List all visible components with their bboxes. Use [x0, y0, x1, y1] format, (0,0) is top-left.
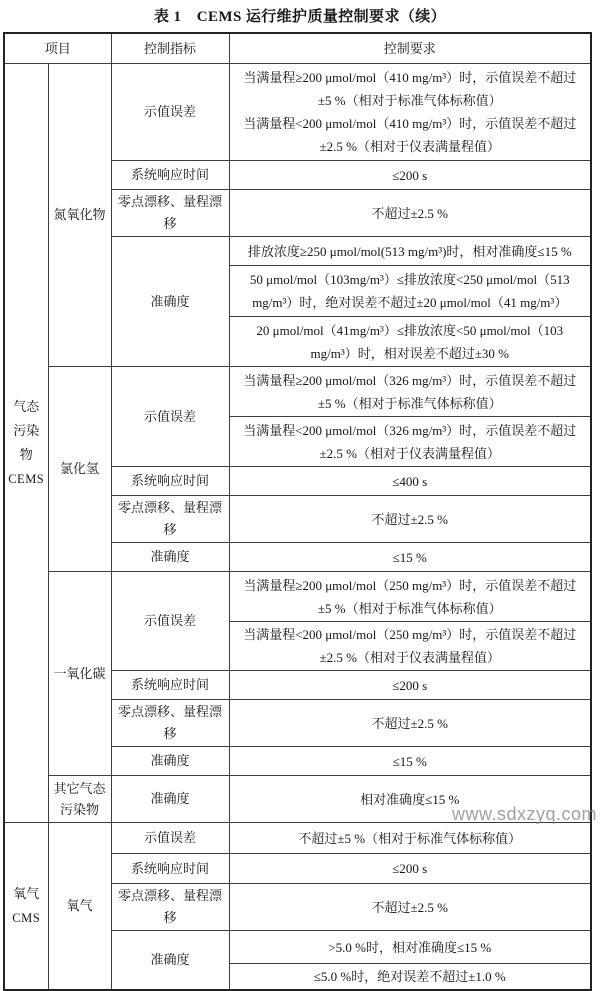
pollutant-nox: 氮氧化物 [48, 64, 111, 367]
co-accuracy-req: ≤15 % [229, 747, 591, 776]
nox-accuracy-req-2: 50 μmol/mol（103mg/m³）≤排放浓度<250 μmol/mol（513 mg/m³）时，绝对误差不超过±20 μmol/mol（41 mg/m³） [229, 266, 591, 317]
project-oxygen-line: CMS [12, 911, 41, 925]
o2-response-time-label: 系统响应时间 [111, 854, 229, 884]
project-gaseous-line: CEMS [8, 472, 45, 486]
co-indication-error-req-1: 当满量程≥200 μmol/mol（250 mg/m³）时，示值误差不超过±5 %（相对于标准气体标称值） [229, 572, 591, 622]
pollutant-oxygen: 氧气 [48, 823, 111, 991]
project-gaseous-line: 污染 [13, 423, 40, 438]
co-response-time-req: ≤200 s [229, 671, 591, 700]
hcl-indication-error-req-2: 当满量程<200 μmol/mol（326 mg/m³）时，示值误差不超过±2.5 %（相对于仪表满量程值） [229, 417, 591, 467]
nox-accuracy-req-1: 排放浓度≥250 μmol/mol(513 mg/m³)时，相对准确度≤15 % [229, 237, 591, 266]
project-oxygen-line: 氧气 [13, 886, 40, 901]
other-accuracy-req: 相对准确度≤15 % [229, 776, 591, 823]
project-gaseous-line: 气态 [13, 399, 40, 414]
other-accuracy-label: 准确度 [111, 776, 229, 823]
co-drift-req: 不超过±2.5 % [229, 700, 591, 747]
co-indication-error-req-2: 当满量程<200 μmol/mol（250 mg/m³）时，示值误差不超过±2.5 %（相对于仪表满量程值） [229, 622, 591, 671]
nox-drift-req: 不超过±2.5 % [229, 190, 591, 237]
nox-drift-label: 零点漂移、量程漂移 [111, 190, 229, 237]
o2-drift-req: 不超过±2.5 % [229, 884, 591, 931]
cems-quality-control-table [3, 32, 592, 991]
co-response-time-label: 系统响应时间 [111, 671, 229, 700]
o2-accuracy-req-1: >5.0 %时，相对准确度≤15 % [229, 931, 591, 964]
pollutant-co: 一氧化碳 [48, 572, 111, 776]
co-accuracy-label: 准确度 [111, 747, 229, 776]
header-indicator: 控制指标 [111, 33, 229, 64]
nox-response-time-req: ≤200 s [229, 161, 591, 190]
header-requirement: 控制要求 [229, 33, 591, 64]
pollutant-other-gaseous [48, 776, 111, 823]
o2-indication-error-label: 示值误差 [111, 823, 229, 854]
watermark-text: www.sdxzyq.com [452, 804, 598, 824]
nox-indication-error-req-2: 当满量程<200 μmol/mol（410 mg/m³）时，示值误差不超过±2.5 %（相对于仪表满量程值） [243, 116, 577, 154]
nox-accuracy-label: 准确度 [111, 237, 229, 367]
hcl-drift-req: 不超过±2.5 % [229, 496, 591, 543]
hcl-response-time-label: 系统响应时间 [111, 467, 229, 496]
o2-response-time-req: ≤200 s [229, 854, 591, 884]
o2-drift-label: 零点漂移、量程漂移 [111, 884, 229, 931]
co-indication-error-label: 示值误差 [111, 572, 229, 671]
project-gaseous-line: 物 [19, 447, 33, 462]
o2-accuracy-req-2: ≤5.0 %时，绝对误差不超过±1.0 % [229, 964, 591, 991]
co-drift-label: 零点漂移、量程漂移 [111, 700, 229, 747]
hcl-response-time-req: ≤400 s [229, 467, 591, 496]
hcl-accuracy-label: 准确度 [111, 543, 229, 572]
pollutant-other-line: 其它气态 [53, 781, 106, 796]
project-gaseous-pollutant-cems [4, 64, 48, 823]
nox-accuracy-req-3: 20 μmol/mol（41mg/m³）≤排放浓度<50 μmol/mol（103 mg/m³）时，相对误差不超过±30 % [229, 317, 591, 367]
hcl-accuracy-req: ≤15 % [229, 543, 591, 572]
pollutant-hcl: 氯化氢 [48, 367, 111, 572]
hcl-drift-label: 零点漂移、量程漂移 [111, 496, 229, 543]
nox-indication-error-label: 示值误差 [111, 64, 229, 161]
o2-indication-error-req: 不超过±5 %（相对于标准气体标称值） [229, 823, 591, 854]
nox-response-time-label: 系统响应时间 [111, 161, 229, 190]
pollutant-other-line: 污染物 [60, 802, 100, 817]
o2-accuracy-label: 准确度 [111, 931, 229, 991]
header-project: 项目 [4, 33, 111, 64]
nox-indication-error-req [229, 64, 591, 161]
hcl-indication-error-req-1: 当满量程≥200 μmol/mol（326 mg/m³）时，示值误差不超过±5 %（相对于标准气体标称值） [229, 367, 591, 417]
project-oxygen-cms [4, 823, 48, 991]
hcl-indication-error-label: 示值误差 [111, 367, 229, 467]
table-title: 表 1 CEMS 运行维护质量控制要求（续） [153, 9, 447, 25]
nox-indication-error-req-1: 当满量程≥200 μmol/mol（410 mg/m³）时，示值误差不超过±5 %（相对于标准气体标称值） [243, 70, 577, 108]
